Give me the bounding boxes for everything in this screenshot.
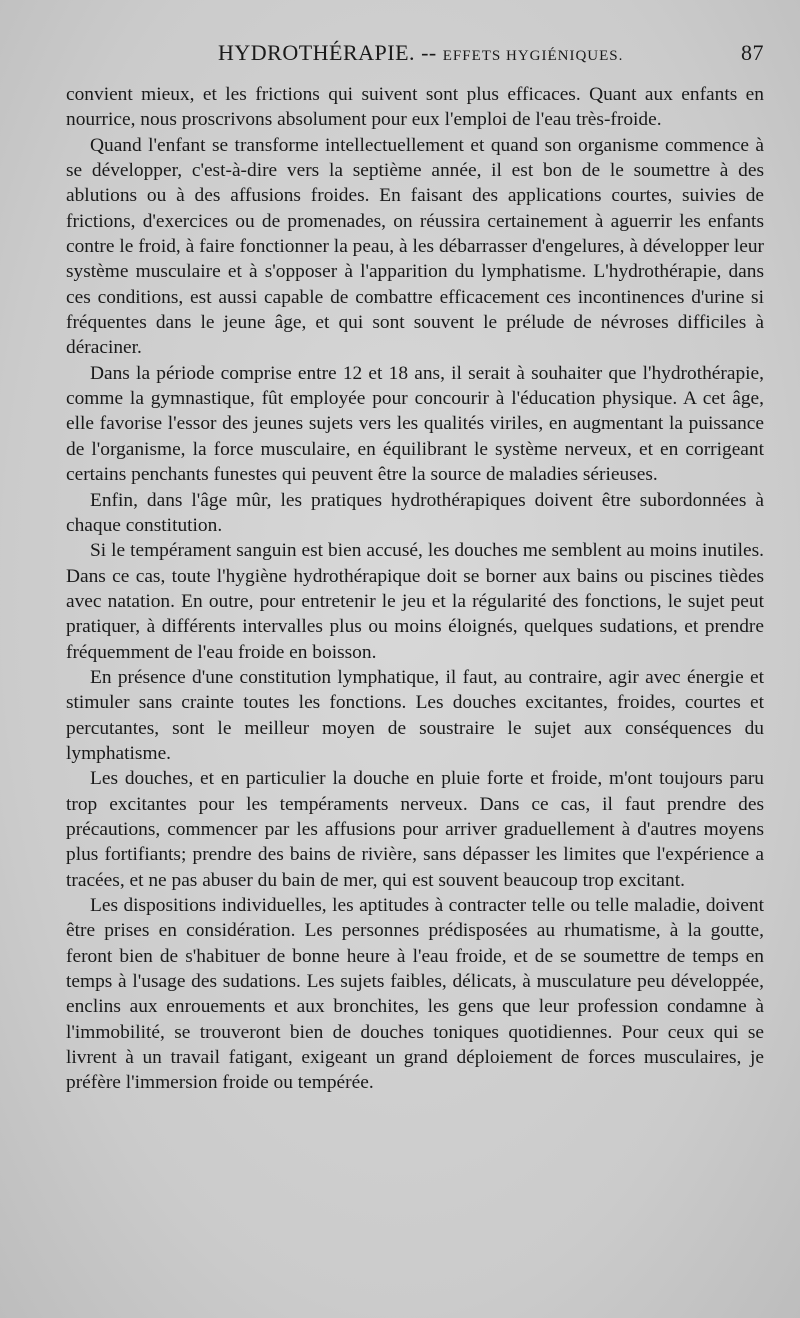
paragraph-6: En présence d'une constitution lymphatique, il faut, au contraire, agir avec énergie et stimuler sans crainte toutes les fonctions. Les douches excitantes, froides, courtes et percutantes, sont le meilleur moyen de soustraire le sujet aux conséquences du lymphatisme. [66, 666, 764, 764]
body-text [66, 82, 764, 1096]
running-header [66, 40, 764, 70]
paragraph-3: Dans la période comprise entre 12 et 18 ans, il serait à souhaiter que l'hydrothérapie, comme la gymnastique, fût employée pour concourir à l'éducation physique. A cet âge, elle favorise l'essor des jeunes sujets vers les qualités viriles, en augmentant la puissance de l'organisme, la force musculaire, en équilibrant le système nerveux, et en corrigeant certains penchants funestes qui peuvent être la source de maladies sérieuses. [66, 362, 764, 486]
header-title: HYDROTHÉRAPIE. -- EFFETS HYGIÉNIQUES. [218, 40, 624, 65]
header-dash: -- [421, 40, 437, 65]
paragraph-2: Quand l'enfant se transforme intellectuellement et quand son organisme commence à se développer, c'est-à-dire vers la septième année, il est bon de le soumettre à des ablutions ou à des affusions froides. En faisant des applications courtes, suivies de frictions, d'exercices ou de promenades, on réussira certainement à aguerrir les enfants contre le froid, à faire fonctionner la peau, à les débarrasser d'engelures, à développer leur système musculaire et à s'opposer à l'apparition du lymphatisme. L'hydrothérapie, dans ces conditions, est aussi capable de combattre efficacement ces incontinences d'urine si fréquentes dans le jeune âge, et qui sont souvent le prélude de névroses difficiles à déraciner. [66, 134, 764, 359]
page-number: 87 [741, 40, 764, 65]
paragraph-4: Enfin, dans l'âge mûr, les pratiques hydrothérapiques doivent être subordonnées à chaque constitution. [66, 489, 764, 536]
paragraph-5: Si le tempérament sanguin est bien accusé, les douches me semblent au moins inutiles. Dans ce cas, toute l'hygiène hydrothérapique doit se borner aux bains ou piscines tièdes avec natation. En outre, pour entretenir le jeu et la régularité des fonctions, le sujet peut pratiquer, à différents intervalles plus ou moins éloignés, quelques sudations, et prendre fréquemment de l'eau froide en boisson. [66, 540, 764, 663]
paragraph-1: convient mieux, et les frictions qui suivent sont plus efficaces. Quant aux enfants en nourrice, nous proscrivons absolument pour eux l'emploi de l'eau très-froide. [66, 84, 764, 131]
paragraph-7: Les douches, et en particulier la douche en pluie forte et froide, m'ont toujours paru trop excitantes pour les tempéraments nerveux. Dans ce cas, il faut prendre des précautions, commencer par les affusions pour arriver graduellement à d'autres moyens plus fortifiants; prendre des bains de rivière, sans dépasser les limites que l'expérience a tracées, et ne pas abuser du bain de mer, qui est souvent beaucoup trop excitant. [66, 768, 764, 891]
paragraph-8: Les dispositions individuelles, les aptitudes à contracter telle ou telle maladie, doivent être prises en considération. Les personnes prédisposées au rhumatisme, à la goutte, feront bien de s'habituer de bonne heure à l'eau froide, et de se soumettre de temps en temps à l'usage des sudations. Les sujets faibles, délicats, à musculature peu développée, enclins aux enrouements et aux bronchites, les gens que leur profession condamne à l'immobilité, se trouveront bien de douches toniques quotidiennes. Pour ceux qui se livrent à un travail fatigant, exigeant un grand déploiement de forces musculaires, je préfère l'immersion froide ou tempérée. [66, 895, 764, 1094]
header-subtitle: EFFETS HYGIÉNIQUES. [442, 48, 624, 64]
